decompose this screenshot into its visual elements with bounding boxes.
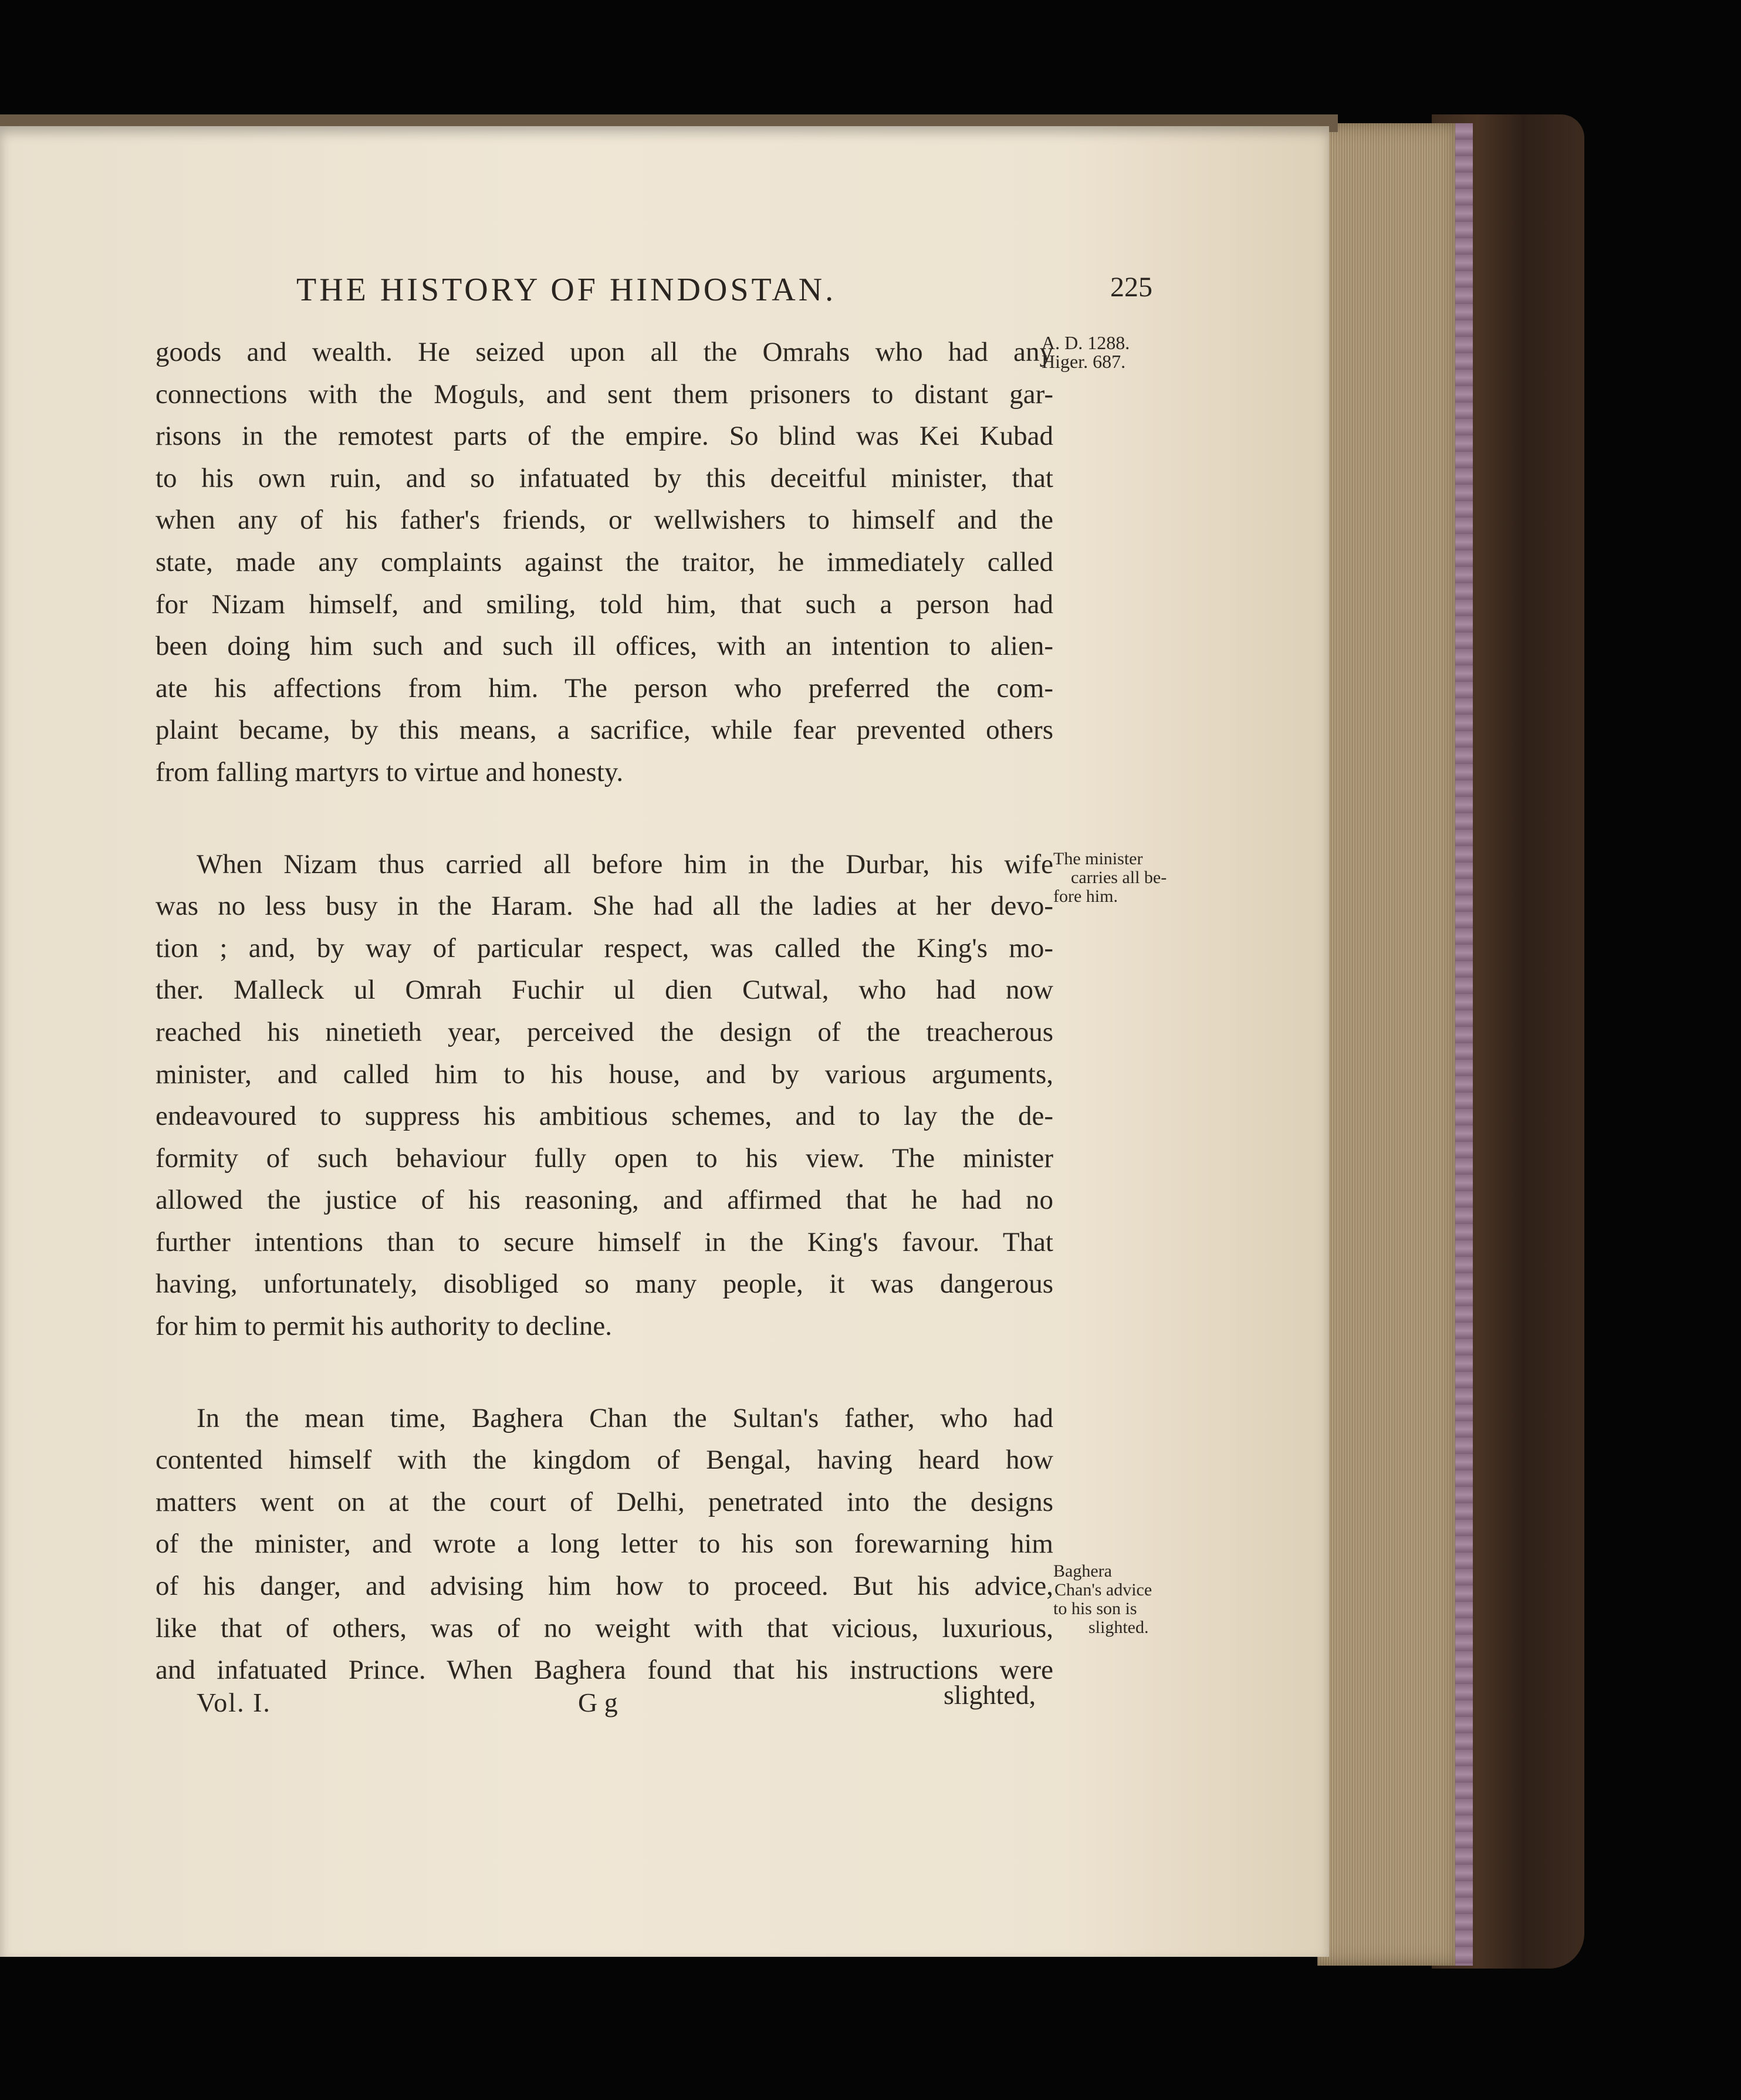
text-line: was no less busy in the Haram. She had all the ladies at her devo-	[155, 891, 1053, 922]
running-head-title: THE HISTORY OF HINDOSTAN.	[296, 272, 837, 308]
margin-note-line: A. D. 1288.	[1042, 332, 1130, 353]
margin-note-line: slighted.	[1088, 1618, 1149, 1637]
text-line: contented himself with the kingdom of Bengal, having heard how	[155, 1445, 1053, 1476]
margin-note-minister	[1053, 850, 1167, 906]
text-line: connections with the Moguls, and sent them prisoners to distant gar-	[155, 378, 1053, 410]
signature-mark: G g	[578, 1688, 618, 1717]
text-line: plaint became, by this means, a sacrifice, while fear prevented others	[155, 715, 1053, 746]
text-line: minister, and called him to his house, and by various arguments,	[155, 1059, 1053, 1090]
text-line: tion ; and, by way of particular respect, was called the King's mo-	[155, 932, 1053, 963]
text-line: for him to permit his authority to decline.	[155, 1311, 612, 1342]
page-number: 225	[1110, 272, 1152, 303]
margin-note-line: fore him.	[1053, 887, 1118, 906]
text-line: formity of such behaviour fully open to his view. The minister	[155, 1142, 1053, 1174]
margin-note-line: to his son is	[1053, 1599, 1137, 1618]
page-edges	[1317, 123, 1470, 1966]
text-line: to his own ruin, and so infatuated by this deceitful minister, that	[155, 462, 1053, 493]
text-line: like that of others, was of no weight with that vicious, luxurious,	[155, 1612, 1053, 1644]
text-line: risons in the remotest parts of the empire. So blind was Kei Kubad	[155, 421, 1053, 452]
text-line: matters went on at the court of Delhi, penetrated into the designs	[155, 1486, 1053, 1517]
margin-note-line: Higer. 687.	[1042, 351, 1126, 372]
text-line: and infatuated Prince. When Baghera found that his instructions were	[155, 1655, 1053, 1686]
text-line: having, unfortunately, disobliged so many people, it was dangerous	[155, 1269, 1053, 1300]
text-line: of his danger, and advising him how to proceed. But his advice,	[155, 1571, 1053, 1602]
text-line: goods and wealth. He seized upon all the Omrahs who had any	[155, 337, 1053, 367]
margin-note-line: carries all be-	[1071, 868, 1167, 887]
text-line: state, made any complaints against the traitor, he immediately called	[155, 546, 1053, 577]
margin-note-baghera	[1053, 1562, 1152, 1637]
text-line: of the minister, and wrote a long letter to his son forewarning him	[155, 1528, 1053, 1560]
text-line: endeavoured to suppress his ambitious schemes, and to lay the de-	[155, 1101, 1053, 1132]
text-line: In the mean time, Baghera Chan the Sultan's father, who had	[197, 1402, 1053, 1433]
text-line: been doing him such and such ill offices, with an intention to alien-	[155, 631, 1053, 662]
text-line: for Nizam himself, and smiling, told him, that such a person had	[155, 589, 1053, 620]
volume-label: Vol. I.	[197, 1688, 271, 1717]
text-line: When Nizam thus carried all before him in the Durbar, his wife	[197, 848, 1053, 880]
body-text	[155, 332, 1053, 1692]
catchword: slighted,	[944, 1680, 1036, 1710]
text-line: when any of his father's friends, or wellwishers to himself and the	[155, 505, 1053, 536]
margin-note-line: Baghera	[1053, 1561, 1112, 1581]
text-line: reached his ninetieth year, perceived the design of the treacherous	[155, 1016, 1053, 1047]
text-line: ate his affections from him. The person who preferred the com-	[155, 672, 1053, 704]
text-line: ther. Malleck ul Omrah Fuchir ul dien Cutwal, who had now	[155, 975, 1053, 1006]
margin-note-date	[1042, 333, 1130, 371]
text-line: further intentions than to secure himself in the King's favour. That	[155, 1226, 1053, 1257]
margin-note-line: The minister	[1053, 849, 1143, 868]
marbled-edge	[1455, 123, 1473, 1966]
text-line: allowed the justice of his reasoning, and affirmed that he had no	[155, 1185, 1053, 1216]
margin-note-line: Chan's advice	[1054, 1580, 1152, 1599]
text-line: from falling martyrs to virtue and honesty.	[155, 756, 624, 787]
